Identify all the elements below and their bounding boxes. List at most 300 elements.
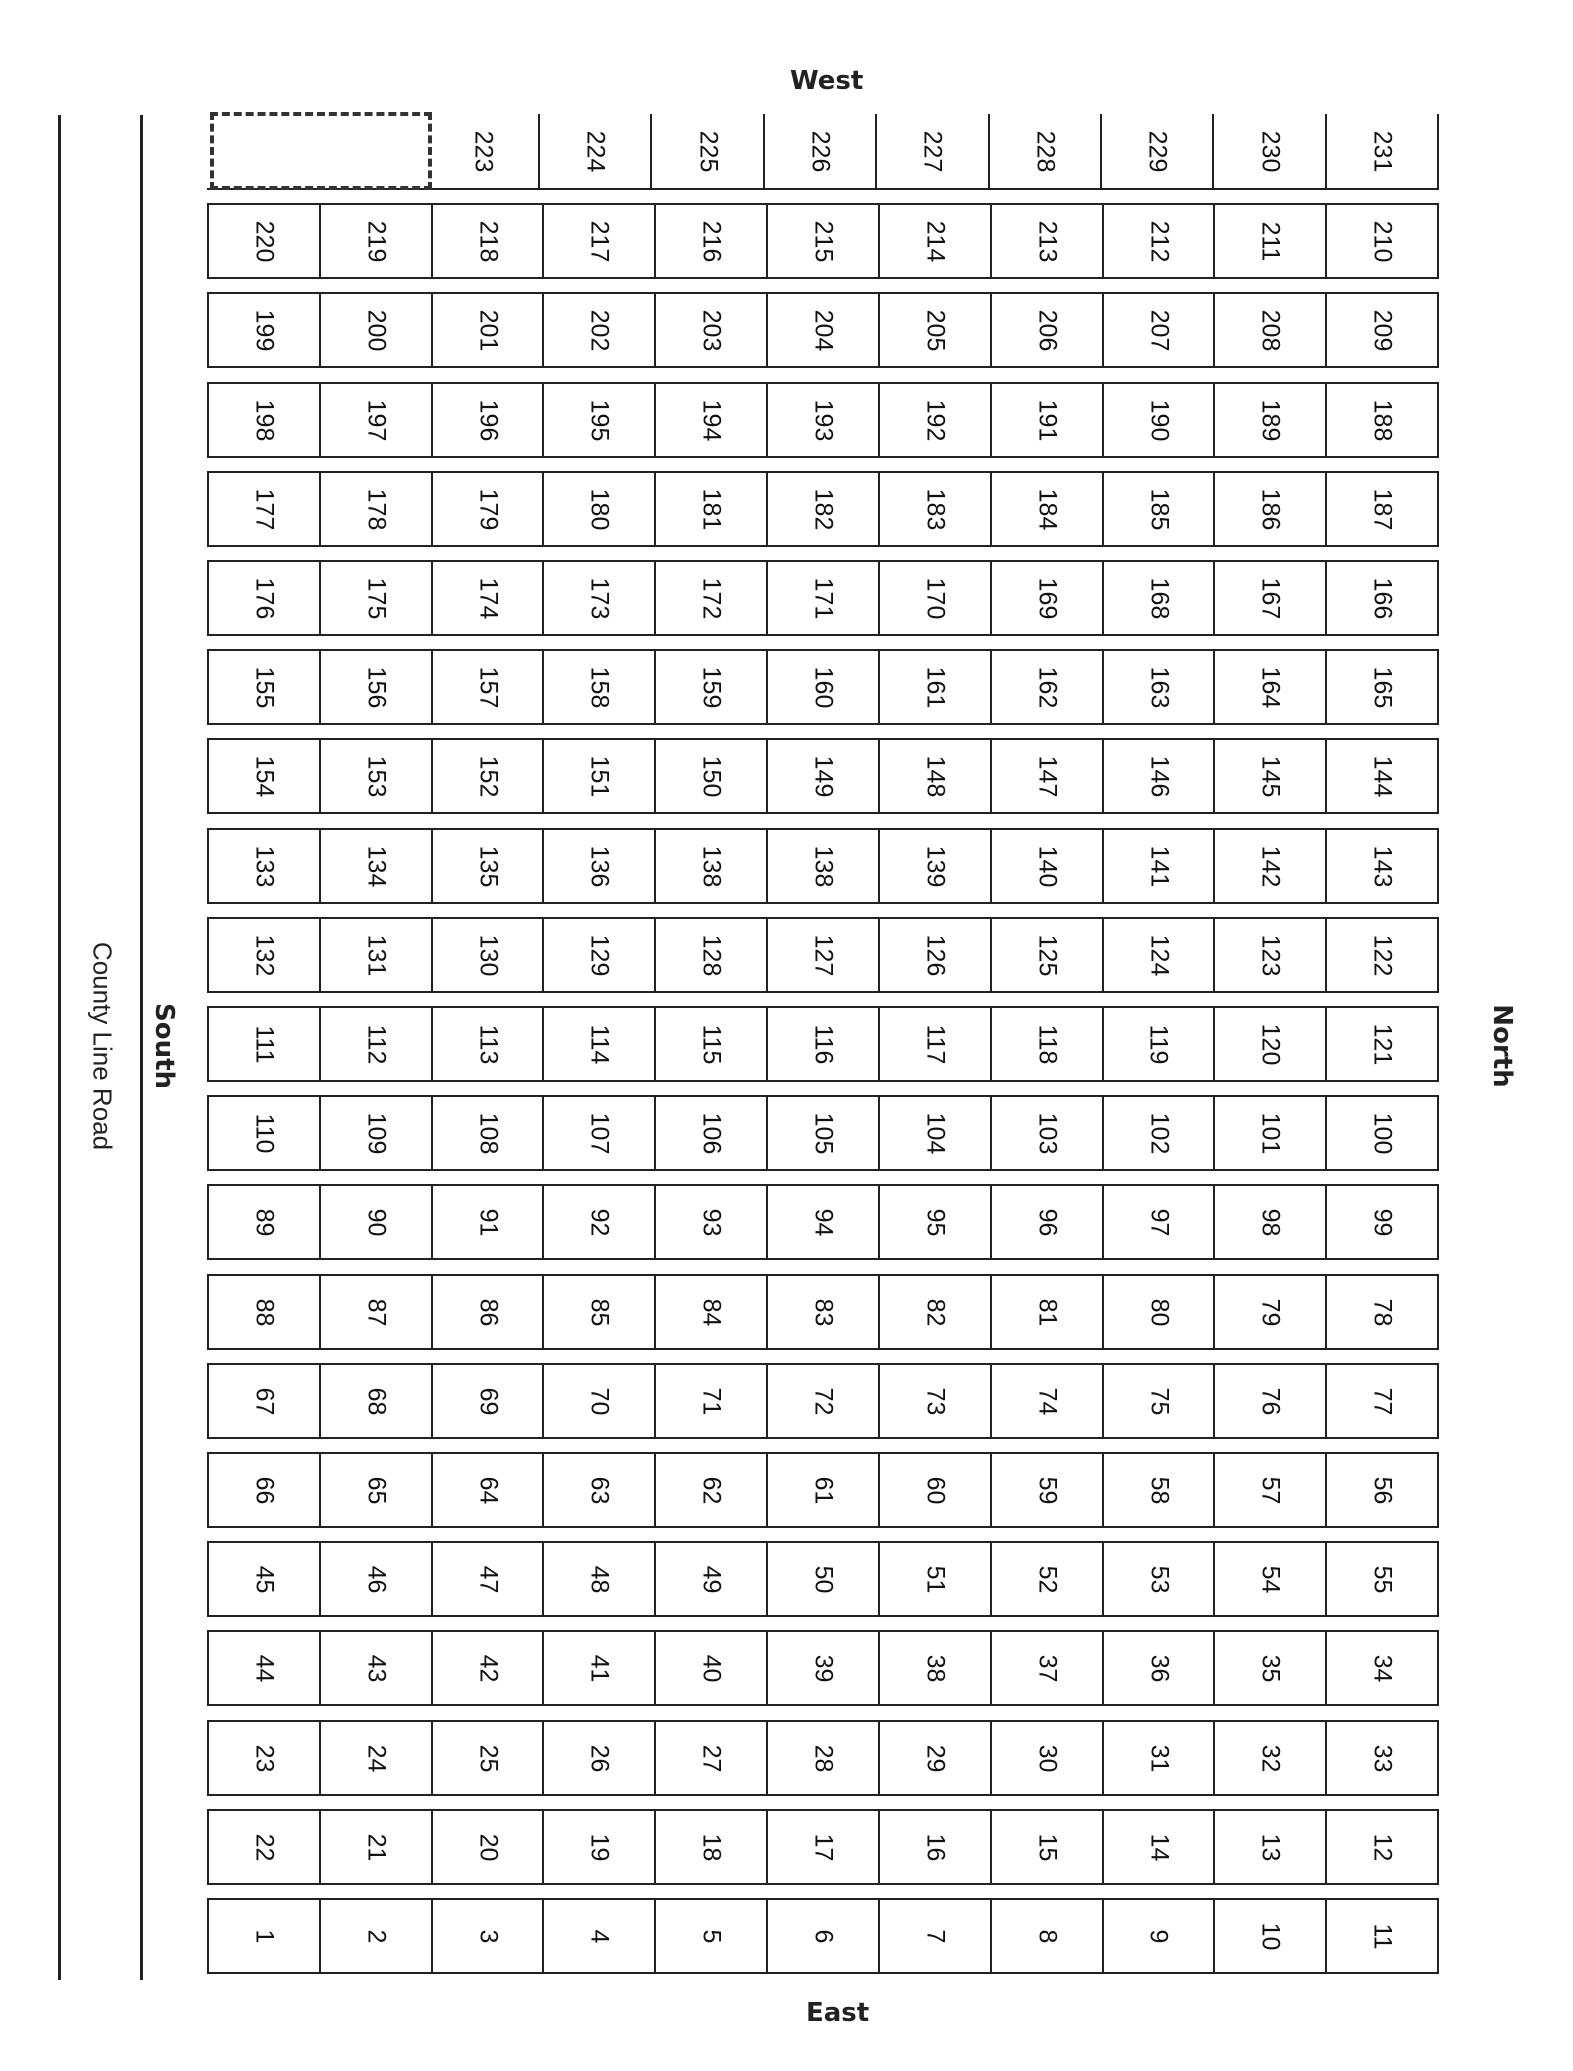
plot-number: 142 [1256, 845, 1285, 887]
plot-number: 231 [1368, 130, 1397, 172]
plot-number: 205 [921, 309, 950, 351]
plot-number: 42 [474, 1654, 503, 1682]
plot-number: 183 [921, 488, 950, 530]
plot-cell [1327, 1186, 1437, 1258]
plot-number: 197 [362, 399, 391, 441]
plot-number: 103 [1033, 1112, 1062, 1154]
plot-number: 84 [697, 1298, 726, 1326]
plot-number: 185 [1144, 488, 1173, 530]
plot-cell [877, 114, 989, 188]
plot-cell [1104, 1365, 1216, 1437]
plot-cell [656, 830, 768, 902]
plot-number: 65 [362, 1476, 391, 1504]
plot-cell [433, 384, 545, 456]
plot-number: 18 [697, 1833, 726, 1861]
plot-number: 37 [1033, 1654, 1062, 1682]
plot-cell [1104, 1900, 1216, 1972]
plot-cell [209, 1365, 321, 1437]
plot-cell [433, 1454, 545, 1526]
plot-number: 49 [697, 1565, 726, 1593]
plot-number: 77 [1368, 1387, 1397, 1415]
plot-number: 58 [1144, 1476, 1173, 1504]
plot-cell [992, 205, 1104, 277]
plot-number: 141 [1144, 845, 1173, 887]
plot-cell [1327, 294, 1437, 366]
plot-number: 219 [362, 220, 391, 262]
plot-cell [433, 473, 545, 545]
plot-cell [209, 1900, 321, 1972]
plot-cell [992, 1632, 1104, 1704]
plot-number: 114 [585, 1024, 614, 1064]
plot-number: 140 [1033, 845, 1062, 887]
plot-number: 112 [362, 1024, 391, 1064]
plot-number: 227 [918, 130, 947, 172]
plot-cell [544, 1454, 656, 1526]
plot-cell [768, 1811, 880, 1883]
plot-number: 113 [474, 1024, 503, 1064]
plot-cell [656, 740, 768, 812]
plot-number: 138 [809, 845, 838, 887]
plot-number: 67 [250, 1387, 279, 1415]
plot-number: 25 [474, 1744, 503, 1772]
plot-number: 79 [1256, 1298, 1285, 1326]
plot-cell [1104, 1811, 1216, 1883]
plot-number: 139 [921, 845, 950, 887]
plot-cell [1327, 1276, 1437, 1348]
plot-number: 217 [585, 220, 614, 262]
plot-cell [768, 830, 880, 902]
plot-cell [768, 205, 880, 277]
plot-number: 72 [809, 1387, 838, 1415]
plot-cell [880, 294, 992, 366]
plot-number: 156 [362, 666, 391, 708]
plot-number: 92 [585, 1208, 614, 1236]
road-label: County Line Road [87, 941, 118, 1151]
plot-cell [321, 1186, 433, 1258]
compass-west-label: West [790, 66, 864, 96]
plot-number: 163 [1144, 666, 1173, 708]
plot-number: 110 [250, 1113, 279, 1153]
plot-number: 206 [1033, 309, 1062, 351]
plot-cell [1215, 1186, 1327, 1258]
plot-number: 220 [250, 220, 279, 262]
plot-number: 186 [1256, 488, 1285, 530]
plot-cell [992, 1900, 1104, 1972]
plot-number: 160 [809, 666, 838, 708]
plot-cell [768, 919, 880, 991]
plot-cell [209, 562, 321, 634]
plot-number: 54 [1256, 1565, 1285, 1593]
plot-number: 66 [250, 1476, 279, 1504]
plot-cell [544, 205, 656, 277]
plot-number: 47 [474, 1565, 503, 1593]
plot-cell [1104, 1186, 1216, 1258]
plot-number: 32 [1256, 1744, 1285, 1772]
plot-number: 111 [250, 1024, 279, 1064]
plot-cell [1215, 1454, 1327, 1526]
plot-number: 133 [250, 845, 279, 887]
plot-cell [1327, 1811, 1437, 1883]
plot-cell [656, 1454, 768, 1526]
plot-number: 50 [809, 1565, 838, 1593]
plot-number: 28 [809, 1744, 838, 1772]
plot-number: 203 [697, 309, 726, 351]
plot-row [207, 738, 1439, 814]
plot-number: 115 [697, 1024, 726, 1064]
plot-cell [768, 562, 880, 634]
plot-number: 123 [1256, 934, 1285, 976]
plot-cell [1215, 1276, 1327, 1348]
plot-cell [1215, 1543, 1327, 1615]
plot-cell [992, 1097, 1104, 1169]
plot-cell [1327, 205, 1437, 277]
compass-east-label: East [806, 1998, 870, 2028]
plot-cell [544, 1008, 656, 1080]
plot-row [207, 560, 1439, 636]
plot-cell [656, 1632, 768, 1704]
plot-cell [1104, 1722, 1216, 1794]
plot-cell [544, 740, 656, 812]
plot-number: 60 [921, 1476, 950, 1504]
plot-cell [209, 651, 321, 723]
plot-cell [209, 1722, 321, 1794]
plot-cell [880, 205, 992, 277]
plot-cell [656, 651, 768, 723]
plot-number: 120 [1256, 1023, 1285, 1065]
plot-number: 161 [921, 666, 950, 708]
plot-cell [768, 473, 880, 545]
plot-number: 209 [1368, 309, 1397, 351]
plot-row [207, 1274, 1439, 1350]
plot-number: 208 [1256, 309, 1285, 351]
plot-number: 179 [474, 488, 503, 530]
plot-number: 176 [250, 577, 279, 619]
plot-cell [1215, 1008, 1327, 1080]
plot-number: 22 [250, 1833, 279, 1861]
plot-number: 158 [585, 666, 614, 708]
plot-cell [768, 1722, 880, 1794]
plot-number: 188 [1368, 399, 1397, 441]
plot-cell [768, 651, 880, 723]
plot-cell [656, 1008, 768, 1080]
plot-cell [433, 1186, 545, 1258]
plot-number: 187 [1368, 488, 1397, 530]
plot-cell [1327, 1543, 1437, 1615]
plot-cell [992, 1365, 1104, 1437]
plot-number: 191 [1033, 399, 1062, 441]
plot-cell [656, 919, 768, 991]
plot-cell [1215, 651, 1327, 723]
plot-cell [990, 114, 1102, 188]
plot-cell [321, 205, 433, 277]
plot-number: 59 [1033, 1476, 1062, 1504]
plot-number: 184 [1033, 488, 1062, 530]
plot-cell [544, 1543, 656, 1615]
plot-row [207, 917, 1439, 993]
plot-number: 24 [362, 1744, 391, 1772]
plot-cell [880, 1543, 992, 1615]
plot-number: 154 [250, 755, 279, 797]
plot-cell [433, 1900, 545, 1972]
plot-number: 165 [1368, 666, 1397, 708]
plot-cell [321, 1276, 433, 1348]
plot-cell [1104, 1543, 1216, 1615]
plot-cell [992, 1008, 1104, 1080]
plot-cell [1104, 473, 1216, 545]
plot-cell [433, 740, 545, 812]
plot-cell [768, 294, 880, 366]
plot-number: 88 [250, 1298, 279, 1326]
plot-number: 7 [921, 1929, 950, 1943]
plot-cell [321, 384, 433, 456]
plot-cell [1327, 114, 1437, 188]
plot-number: 201 [474, 309, 503, 351]
plot-cell [880, 740, 992, 812]
plot-cell [1104, 1454, 1216, 1526]
plot-number: 78 [1368, 1298, 1397, 1326]
plot-cell [1104, 1276, 1216, 1348]
plot-number: 61 [809, 1476, 838, 1504]
plot-cell [992, 1276, 1104, 1348]
plot-number: 2 [362, 1929, 391, 1943]
plot-cell [656, 205, 768, 277]
plot-number: 152 [474, 755, 503, 797]
plot-number: 127 [809, 934, 838, 976]
plot-number: 195 [585, 399, 614, 441]
plot-cell [768, 1097, 880, 1169]
plot-number: 224 [581, 130, 610, 172]
plot-number: 69 [474, 1387, 503, 1415]
plot-number: 147 [1033, 755, 1062, 797]
plot-number: 3 [474, 1929, 503, 1943]
plot-number: 40 [697, 1654, 726, 1682]
plot-cell [656, 384, 768, 456]
plot-number: 70 [585, 1387, 614, 1415]
plot-number: 166 [1368, 577, 1397, 619]
plot-number: 192 [921, 399, 950, 441]
plot-number: 216 [697, 220, 726, 262]
plot-cell [1104, 294, 1216, 366]
plot-cell [209, 1632, 321, 1704]
plot-number: 48 [585, 1565, 614, 1593]
plot-cell [209, 1276, 321, 1348]
plot-cell [433, 919, 545, 991]
plot-number: 196 [474, 399, 503, 441]
plot-cell [544, 473, 656, 545]
plot-number: 87 [362, 1298, 391, 1326]
plot-number: 83 [809, 1298, 838, 1326]
plot-number: 159 [697, 666, 726, 708]
plot-number: 97 [1144, 1208, 1173, 1236]
plot-number: 33 [1368, 1744, 1397, 1772]
plot-cell [321, 1097, 433, 1169]
plot-number: 128 [697, 934, 726, 976]
plot-cell [1104, 1097, 1216, 1169]
plot-cell [1215, 1811, 1327, 1883]
plot-cell [1104, 1632, 1216, 1704]
plot-cell [656, 1900, 768, 1972]
plot-cell [768, 1454, 880, 1526]
plot-number: 189 [1256, 399, 1285, 441]
plot-number: 190 [1144, 399, 1173, 441]
plot-cell [1327, 1722, 1437, 1794]
plot-number: 172 [697, 577, 726, 619]
plot-cell [992, 1186, 1104, 1258]
plot-cell [1327, 562, 1437, 634]
plot-cell [321, 1365, 433, 1437]
plot-cell [1104, 1008, 1216, 1080]
reserved-plot-dashed-outline [210, 112, 432, 190]
plot-cell [768, 1186, 880, 1258]
plot-cell [1327, 1454, 1437, 1526]
plot-cell [544, 1097, 656, 1169]
plot-number: 75 [1144, 1387, 1173, 1415]
plot-cell [1215, 919, 1327, 991]
plot-number: 204 [809, 309, 838, 351]
plot-number: 51 [921, 1565, 950, 1593]
plot-cell [209, 1097, 321, 1169]
plot-number: 90 [362, 1208, 391, 1236]
plot-number: 121 [1368, 1023, 1397, 1065]
plot-cell [992, 562, 1104, 634]
plot-number: 211 [1256, 221, 1285, 261]
plot-number: 43 [362, 1654, 391, 1682]
plot-number: 157 [474, 666, 503, 708]
plot-cell [433, 830, 545, 902]
plot-number: 68 [362, 1387, 391, 1415]
plot-number: 41 [585, 1654, 614, 1682]
plot-cell [1327, 1632, 1437, 1704]
plot-number: 100 [1368, 1112, 1397, 1154]
plot-number: 109 [362, 1112, 391, 1154]
plot-cell [1104, 919, 1216, 991]
plot-number: 129 [585, 934, 614, 976]
plot-cell [656, 1276, 768, 1348]
plot-cell [1215, 740, 1327, 812]
plot-number: 108 [474, 1112, 503, 1154]
plot-cell [992, 294, 1104, 366]
plot-number: 73 [921, 1387, 950, 1415]
plot-cell [992, 919, 1104, 991]
plot-cell [880, 1722, 992, 1794]
plot-number: 151 [585, 755, 614, 797]
plot-number: 174 [474, 577, 503, 619]
plot-cell [880, 651, 992, 723]
plot-number: 107 [585, 1112, 614, 1154]
plot-number: 38 [921, 1654, 950, 1682]
plot-cell [544, 1722, 656, 1794]
plot-cell [1215, 1632, 1327, 1704]
plot-cell [544, 1811, 656, 1883]
plot-number: 173 [585, 577, 614, 619]
plot-number: 104 [921, 1112, 950, 1154]
plot-number: 44 [250, 1654, 279, 1682]
plot-number: 74 [1033, 1387, 1062, 1415]
plot-cell [1104, 384, 1216, 456]
plot-number: 6 [809, 1929, 838, 1943]
plot-cell [433, 205, 545, 277]
plot-cell [656, 294, 768, 366]
plot-cell [544, 1900, 656, 1972]
plot-number: 145 [1256, 755, 1285, 797]
plot-number: 134 [362, 845, 391, 887]
plot-cell [209, 1008, 321, 1080]
plot-cell [880, 919, 992, 991]
plot-number: 63 [585, 1476, 614, 1504]
plot-cell [544, 294, 656, 366]
plot-cell [544, 1276, 656, 1348]
plot-cell [992, 651, 1104, 723]
plot-number: 81 [1033, 1298, 1062, 1326]
plot-cell [1327, 740, 1437, 812]
plot-number: 213 [1033, 220, 1062, 262]
plot-cell [321, 294, 433, 366]
plot-row [207, 1720, 1439, 1796]
plot-cell [321, 1722, 433, 1794]
plot-cell [880, 1900, 992, 1972]
plot-cell [1104, 651, 1216, 723]
plot-number: 131 [362, 934, 391, 976]
plot-number: 71 [697, 1387, 726, 1415]
plot-number: 181 [697, 488, 726, 530]
plot-number: 95 [921, 1208, 950, 1236]
plot-cell [652, 114, 764, 188]
plot-number: 29 [921, 1744, 950, 1772]
plot-cell [880, 1008, 992, 1080]
plot-number: 168 [1144, 577, 1173, 619]
plot-cell [544, 830, 656, 902]
plot-number: 167 [1256, 577, 1285, 619]
plot-cell [209, 473, 321, 545]
plot-number: 126 [921, 934, 950, 976]
plot-cell [1215, 473, 1327, 545]
plot-number: 19 [585, 1833, 614, 1861]
plot-number: 122 [1368, 934, 1397, 976]
plot-cell [209, 384, 321, 456]
plot-row [207, 382, 1439, 458]
plot-cell [321, 919, 433, 991]
plot-row [207, 1452, 1439, 1528]
plot-number: 226 [806, 130, 835, 172]
plot-cell [321, 1632, 433, 1704]
plot-row [207, 471, 1439, 547]
plot-cell [433, 1632, 545, 1704]
plot-cell [209, 1454, 321, 1526]
plot-number: 85 [585, 1298, 614, 1326]
plot-number: 230 [1255, 130, 1284, 172]
plot-number: 91 [474, 1208, 503, 1236]
plot-cell [880, 384, 992, 456]
plot-number: 105 [809, 1112, 838, 1154]
plot-number: 82 [921, 1298, 950, 1326]
plot-number: 64 [474, 1476, 503, 1504]
plot-cell [992, 384, 1104, 456]
plot-cell [1104, 205, 1216, 277]
plot-number: 117 [921, 1024, 950, 1064]
plot-number: 170 [921, 577, 950, 619]
plot-number: 98 [1256, 1208, 1285, 1236]
plot-row [207, 203, 1439, 279]
plot-cell [321, 562, 433, 634]
plot-cell [992, 830, 1104, 902]
plot-cell [1327, 384, 1437, 456]
plot-cell [1104, 562, 1216, 634]
plot-number: 93 [697, 1208, 726, 1236]
plot-number: 96 [1033, 1208, 1062, 1236]
plot-cell [1327, 1900, 1437, 1972]
plot-cell [1215, 1097, 1327, 1169]
plot-number: 150 [697, 755, 726, 797]
